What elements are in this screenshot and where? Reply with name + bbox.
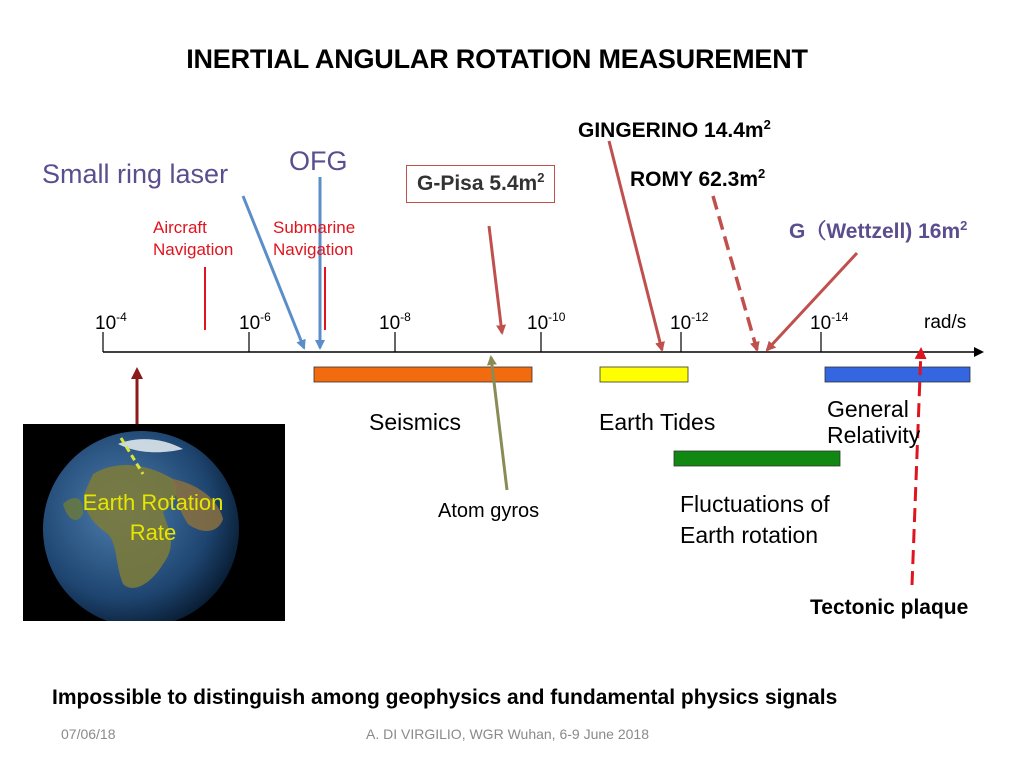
fluctuations-band xyxy=(674,451,840,466)
tick-label-1e-8: $10^{-8}$ xyxy=(379,310,411,334)
earth-tides-label: Earth Tides xyxy=(599,409,716,435)
ofg-label: OFG xyxy=(289,146,348,176)
tectonic-plaque-label: Tectonic plaque xyxy=(810,596,969,619)
seismics-label: Seismics xyxy=(369,409,462,435)
slide-title: INERTIAL ANGULAR ROTATION MEASUREMENT xyxy=(186,44,808,74)
earth-tides-band xyxy=(600,367,688,382)
earth-rotation-rate-label: Earth Rotation Rate xyxy=(82,490,224,545)
small-ring-laser-label: Small ring laser xyxy=(42,159,229,189)
g-pisa-label: G-Pisa $5.4m^2$ xyxy=(406,165,555,203)
gingerino-label: GINGERINO $14.4m^2$ xyxy=(578,117,771,142)
general-relativity-band xyxy=(825,367,970,382)
footer-credit: A. DI VIRGILIO, WGR Wuhan, 6-9 June 2018 xyxy=(366,726,649,742)
submarine-navigation-label: Submarine Navigation xyxy=(273,218,356,259)
seismics-band xyxy=(314,367,532,382)
fluctuations-label: Fluctuations of Earth rotation xyxy=(680,491,830,548)
atom-gyros-label: Atom gyros xyxy=(438,500,540,522)
tick-label-1e-14: $10^{-14}$ xyxy=(810,310,849,334)
g-wettzell-arrow xyxy=(767,253,857,350)
tick-label-1e-4: $10^{-4}$ xyxy=(95,310,127,334)
general-relativity-label: General Relativity xyxy=(827,396,921,448)
tectonic-plaque-arrow xyxy=(912,350,921,585)
tick-label-1e-10: $10^{-10}$ xyxy=(527,310,566,334)
romy-arrow xyxy=(713,196,757,350)
g-pisa-arrow xyxy=(489,226,502,333)
bottom-statement: Impossible to distinguish among geophysics and fundamental physics signals xyxy=(52,686,838,709)
footer-date: 07/06/18 xyxy=(61,726,116,742)
g-wettzell-label: G（Wettzell) $16m^2$ xyxy=(789,218,968,243)
earth-image xyxy=(23,424,285,621)
tick-label-1e-12: $10^{-12}$ xyxy=(670,310,709,334)
aircraft-navigation-label: Aircraft Navigation xyxy=(153,218,234,259)
tick-label-1e-6: $10^{-6}$ xyxy=(239,310,271,334)
romy-label: ROMY $62.3m^2$ xyxy=(630,166,766,191)
unit-label: rad/s xyxy=(924,312,967,333)
